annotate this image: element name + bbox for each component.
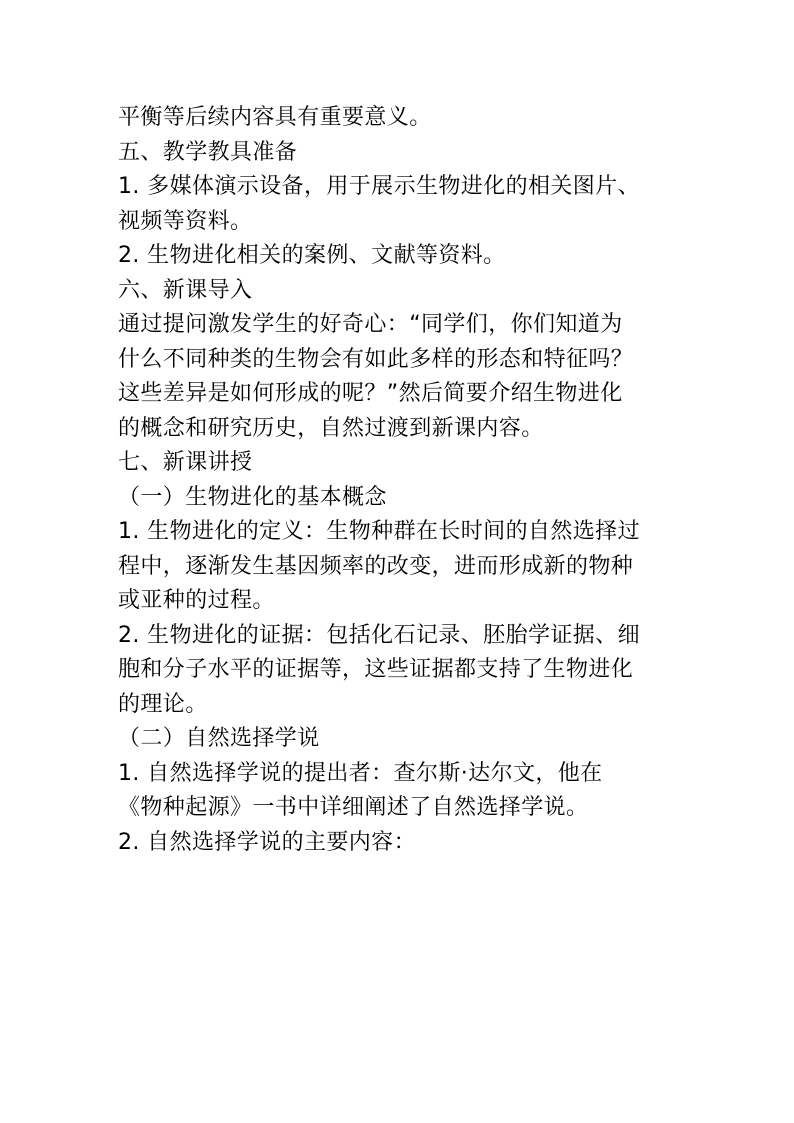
definition-item-line-1: 1. 生物进化的定义：生物种群在长时间的自然选择过 xyxy=(118,519,640,544)
evidence-item-line-2: 胞和分子水平的证据等，这些证据都支持了生物进化 xyxy=(118,657,634,682)
section-heading-lecture: 七、新课讲授 xyxy=(118,450,253,475)
proposer-item-line-2: 《物种起源》一书中详细阐述了自然选择学说。 xyxy=(118,795,589,820)
subsection-heading-basic-concepts: （一）生物进化的基本概念 xyxy=(118,484,387,510)
list-item-2: 2. 生物进化相关的案例、文献等资料。 xyxy=(118,243,506,268)
definition-item-line-3: 或亚种的过程。 xyxy=(118,588,275,613)
paragraph-continuation: 平衡等后续内容具有重要意义。 xyxy=(118,105,432,130)
section-heading-teaching-aids: 五、教学教具准备 xyxy=(118,139,298,165)
definition-item-line-2: 程中，逐渐发生基因频率的改变，进而形成新的物种 xyxy=(118,553,634,579)
intro-paragraph-line-3: 这些差异是如何形成的呢？”然后简要介绍生物进化 xyxy=(118,381,623,406)
list-item-1-line-1: 1. 多媒体演示设备，用于展示生物进化的相关图片、 xyxy=(118,174,640,199)
intro-paragraph-line-4: 的概念和研究历史，自然过渡到新课内容。 xyxy=(118,415,544,441)
main-content-item: 2. 自然选择学说的主要内容： xyxy=(118,829,416,855)
intro-paragraph-line-1: 通过提问激发学生的好奇心：“同学们，你们知道为 xyxy=(118,312,623,337)
intro-paragraph-line-2: 什么不同种类的生物会有如此多样的形态和特征吗？ xyxy=(118,346,634,372)
proposer-item-line-1: 1. 自然选择学说的提出者：查尔斯·达尔文，他在 xyxy=(118,760,603,786)
evidence-item-line-1: 2. 生物进化的证据：包括化石记录、胚胎学证据、细 xyxy=(118,622,640,648)
list-item-1-line-2: 视频等资料。 xyxy=(118,208,253,234)
evidence-item-line-3: 的理论。 xyxy=(118,691,208,717)
section-heading-introduction: 六、新课导入 xyxy=(118,277,253,303)
subsection-heading-natural-selection: （二）自然选择学说 xyxy=(118,726,320,751)
document-body xyxy=(118,101,708,860)
